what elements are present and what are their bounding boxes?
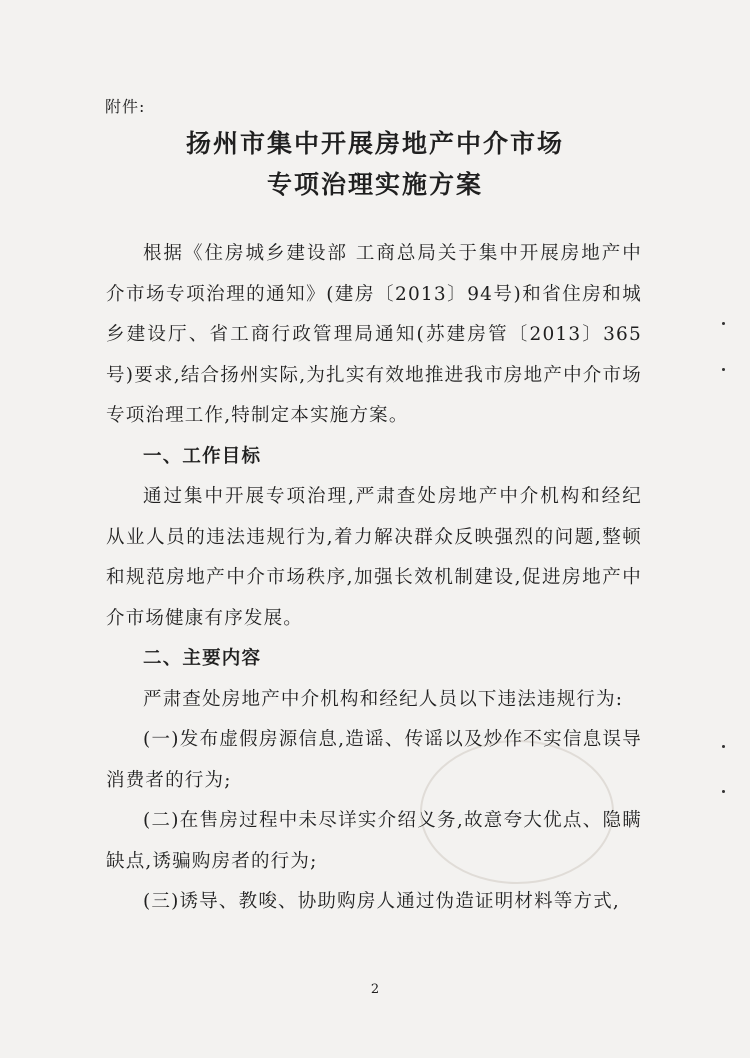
- scan-speck: [722, 745, 725, 748]
- list-item-1: (一)发布虚假房源信息,造谣、传谣以及炒作不实信息误导消费者的行为;: [106, 729, 642, 791]
- document-body: [106, 234, 642, 923]
- section-heading-content: 二、主要内容: [143, 648, 262, 669]
- section-heading-goals: 一、工作目标: [143, 445, 262, 467]
- scan-speck: [722, 790, 725, 793]
- document-title-line2: 专项治理实施方案: [266, 170, 483, 199]
- list-item-2: (二)在售房过程中未尽详实介绍义务,故意夸大优点、隐瞒缺点,诱骗购房者的行为;: [106, 810, 642, 872]
- content-paragraph: 严肃查处房地产中介机构和经纪人员以下违法违规行为:: [143, 688, 624, 710]
- list-item-3: (三)诱导、教唆、协助购房人通过伪造证明材料等方式,: [143, 891, 621, 912]
- goals-paragraph: 通过集中开展专项治理,严肃查处房地产中介机构和经纪从业人员的违法违规行为,着力解决群众反映强烈的问题,整顿和规范房地产中介市场秩序,加强长效机制建设,促进房地产中介市场健康有序发展。: [106, 486, 642, 629]
- scan-speck: [722, 322, 725, 325]
- page-number: 2: [370, 982, 380, 997]
- intro-paragraph: 根据《住房城乡建设部 工商总局关于集中开展房地产中介市场专项治理的通知》(建房〔2013〕94号)和省住房和城乡建设厅、省工商行政管理局通知(苏建房管〔2013〕365号)要求,结合扬州实际,为扎实有效地推进我市房地产中介市场专项治理工作,特制定本实施方案。: [106, 243, 642, 426]
- scan-speck: [722, 368, 725, 371]
- document-title-line1: 扬州市集中开展房地产中介市场: [185, 129, 564, 158]
- attachment-label: 附件:: [105, 97, 146, 116]
